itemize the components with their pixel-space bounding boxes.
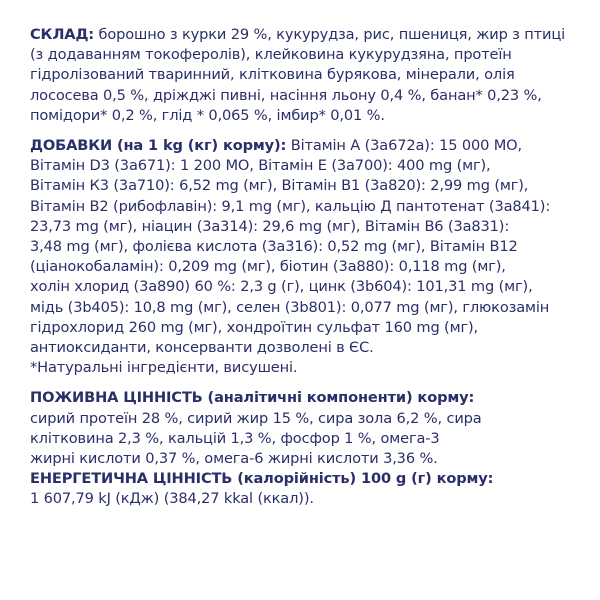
composition-line-1 bbox=[30, 25, 582, 45]
additives-line-4: Вітамін В2 (рибофлавін): 9,1 mg (мг), кальцію Д пантотенат (3a841): bbox=[30, 197, 551, 215]
composition-line-5: помідори* 0,2 %, глід * 0,065 %, імбир* 0,01 %. bbox=[30, 106, 385, 124]
additives-line-2: Вітамін D3 (3a671): 1 200 МО, Вітамін Е (3a700): 400 mg (мг), bbox=[30, 157, 491, 175]
additives-section bbox=[30, 136, 582, 378]
composition-heading: СКЛАД: bbox=[30, 26, 94, 43]
additives-line-1 bbox=[30, 136, 582, 156]
additives-line-7: (ціанокобаламін): 0,209 mg (мг), біотин (3a880): 0,118 mg (мг), bbox=[30, 258, 506, 276]
nutrition-line-2: клітковина 2,3 %, кальцій 1,3 %, фосфор 1 %, омега-3 bbox=[30, 429, 440, 447]
additives-heading: ДОБАВКИ (на 1 kg (кг) корму): bbox=[30, 137, 287, 155]
nutrition-line-3: жирні кислоти 0,37 %, омега-6 жирні кислоти 3,36 %. bbox=[30, 450, 438, 468]
energy-section bbox=[30, 469, 582, 509]
additives-line-5: 23,73 mg (мг), ніацин (3a314): 29,6 mg (мг), Вітамін В6 (3a831): bbox=[30, 217, 510, 235]
composition-line-4: лососева 0,5 %, дріжджі пивні, насіння льону 0,4 %, банан* 0,23 %, bbox=[30, 86, 542, 104]
footnote: *Натуральні інгредієнти, висушені. bbox=[30, 359, 298, 377]
additives-line-8: холін хлорид (3a890) 60 %: 2,3 g (г), цинк (3b604): 101,31 mg (мг), bbox=[30, 278, 533, 296]
ingredients-label bbox=[30, 25, 582, 510]
composition-line-3: гідролізований тваринний, клітковина бурякова, мінерали, олія bbox=[30, 66, 515, 84]
additives-line-10: гідрохлорид 260 mg (мг), хондроїтин сульфат 160 mg (мг), bbox=[30, 318, 479, 336]
additives-line-3: Вітамін К3 (3a710): 6,52 mg (мг), Вітамін В1 (3a820): 2,99 mg (мг), bbox=[30, 177, 529, 195]
additives-line-6: 3,48 mg (мг), фолієва кислота (3a316): 0,52 mg (мг), Вітамін В12 bbox=[30, 238, 518, 256]
nutrition-heading: ПОЖИВНА ЦІННІСТЬ (аналітичні компоненти) корму: bbox=[30, 389, 475, 407]
additives-line-9: мідь (3b405): 10,8 mg (мг), селен (3b801): 0,077 mg (мг), глюкозамін bbox=[30, 298, 550, 316]
composition-section bbox=[30, 25, 582, 126]
composition-text: борошно з курки 29 %, кукурудза, рис, пшениця, жир з птиці bbox=[94, 26, 566, 43]
energy-heading: ЕНЕРГЕТИЧНА ЦІННІСТЬ (калорійність) 100 g (г) корму: bbox=[30, 470, 494, 488]
composition-line-2: (з додаванням токоферолів), клейковина кукурудзяна, протеїн bbox=[30, 46, 512, 64]
nutrition-section bbox=[30, 388, 582, 469]
nutrition-line-1: сирий протеїн 28 %, сирий жир 15 %, сира зола 6,2 %, сира bbox=[30, 409, 482, 427]
additives-text: Вітамін А (3a672a): 15 000 МО, bbox=[286, 137, 523, 155]
additives-line-11: антиоксиданти, консерванти дозволені в ЄС. bbox=[30, 339, 374, 357]
energy-line-1: 1 607,79 kJ (кДж) (384,27 kkal (ккал)). bbox=[30, 490, 314, 508]
